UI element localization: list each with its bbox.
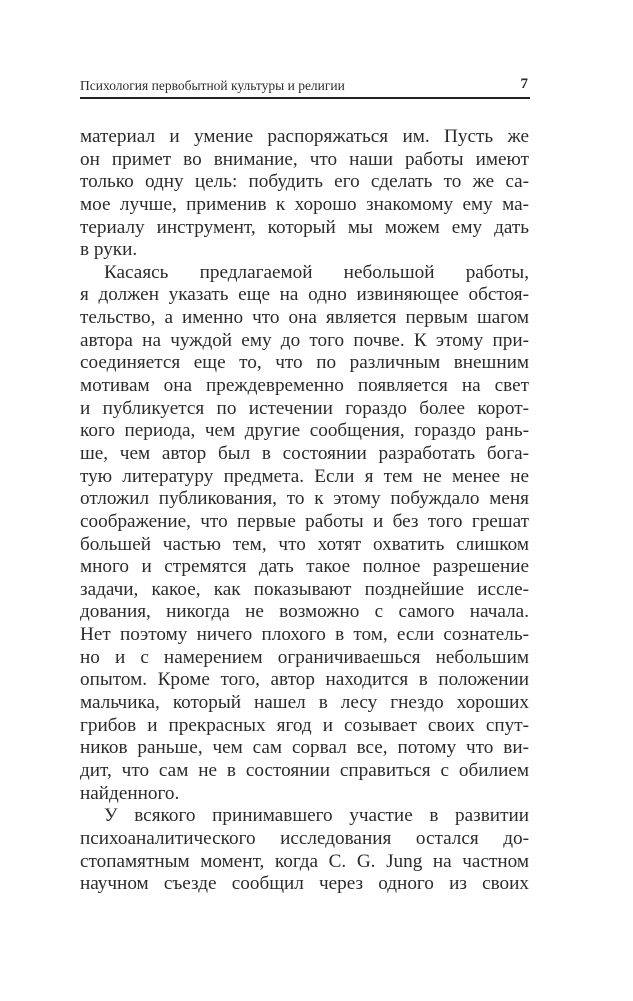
text-line: отложил публикования, то к этому побуждало меня <box>80 488 529 510</box>
text-line: но и с намерением ограничиваешься небольшим <box>80 646 529 668</box>
text-line: материал и умение распоряжаться им. Пусть же <box>80 126 529 147</box>
text-line: автора на чуждой ему до того почве. К этому при- <box>80 329 529 351</box>
text-line: Касаясь предлагаемой небольшой работы, <box>104 261 529 283</box>
text-line: много и стремятся дать такое полное разрешение <box>80 556 529 578</box>
text-line: я должен указать еще на одно извиняющее обстоя- <box>80 284 529 306</box>
text-line: Нет поэтому ничего плохого в том, если сознатель- <box>80 624 529 646</box>
page-number: 7 <box>520 76 528 92</box>
text-line: мальчика, который нашел в лесу гнездо хороших <box>80 692 529 714</box>
paragraph <box>80 805 529 896</box>
text-line: соединяется еще то, что по различным внешним <box>80 352 529 374</box>
text-line: териалу инструмент, который мы можем ему дать <box>80 216 529 238</box>
text-line: он примет во внимание, что наши работы имеют <box>80 148 529 170</box>
text-line: грибов и прекрасных ягод и созывает своих спут- <box>80 714 529 736</box>
text-line: и публикуется по истечении гораздо более корот- <box>80 397 529 419</box>
text-line: соображение, что первые работы и без того грешат <box>80 510 529 532</box>
text-line: научном съезде сообщил через одного из своих <box>80 873 529 895</box>
body-text <box>80 126 529 896</box>
text-line: стопамятным момент, когда C. G. Jung на частном <box>80 850 529 872</box>
text-line: дования, никогда не возможно с самого начала. <box>80 601 529 623</box>
text-line: кого периода, чем другие сообщения, гораздо рань- <box>80 420 529 442</box>
running-head-title: Психология первобытной культуры и религии <box>80 78 345 93</box>
paragraph <box>80 262 529 805</box>
text-line: найденного. <box>80 782 180 804</box>
text-line: У всякого принимавшего участие в развитии <box>104 805 529 827</box>
text-line: мое лучше, применив к хорошо знакомому ему ма- <box>80 193 529 215</box>
text-line: опытом. Кроме того, автор находится в положении <box>80 669 529 691</box>
text-line: только одну цель: побудить его сделать то же са- <box>80 171 529 193</box>
running-head <box>80 76 530 96</box>
text-line: тельство, а именно что она является первым шагом <box>80 307 529 329</box>
text-line: дит, что сам не в состоянии справиться с обилием <box>80 759 529 781</box>
text-line: мотивам она преждевременно появляется на свет <box>80 375 529 397</box>
text-line: ше, чем автор был в состоянии разработать бога- <box>80 442 529 464</box>
paragraph <box>80 126 529 262</box>
header-rule <box>80 97 530 99</box>
text-line: большей частью тем, что хотят охватить слишком <box>80 533 529 555</box>
text-line: задачи, какое, как показывают позднейшие иссле- <box>80 578 529 600</box>
text-line: психоаналитического исследования остался до- <box>80 827 529 849</box>
text-line: в руки. <box>80 239 138 261</box>
text-line: ников раньше, чем сам сорвал все, потому что ви- <box>80 737 529 759</box>
text-line: тую литературу предмета. Если я тем не менее не <box>80 465 529 487</box>
